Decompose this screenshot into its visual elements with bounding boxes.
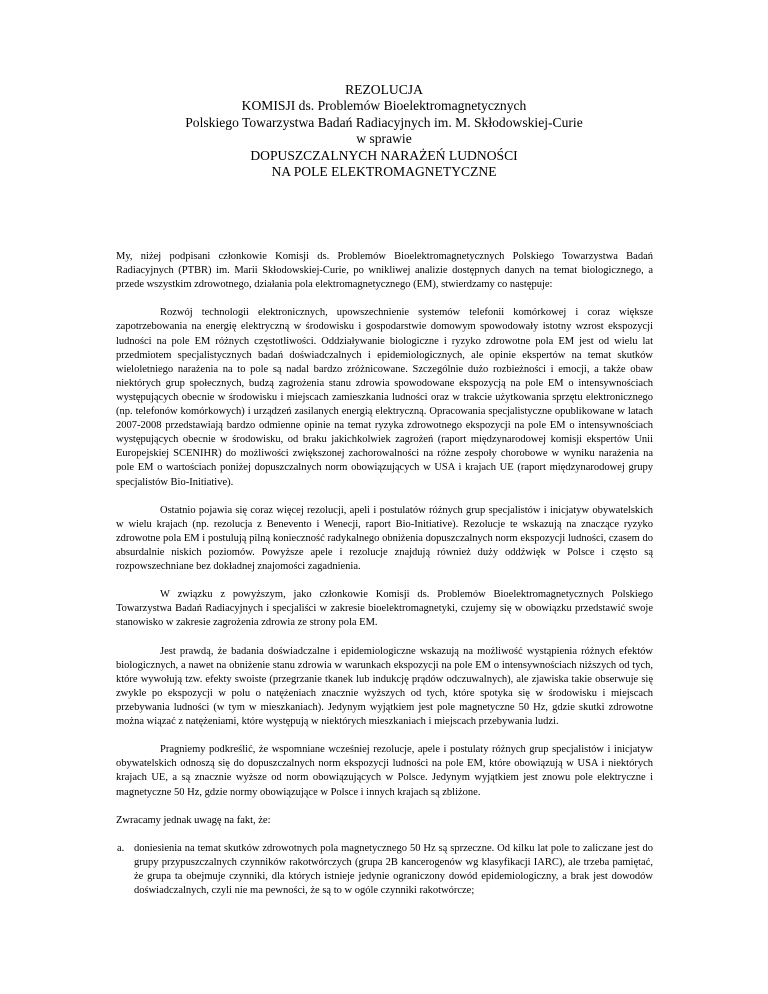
title-line-regarding: w sprawie — [356, 131, 412, 147]
intro-paragraph: My, niżej podpisani członkowie Komisji ds. Problemów Bioelektromagnetycznych Polskiego Towarzystwa Badań Radiacyjnych (PTBR) im. Marii Skłodowskiej-Curie, po wnikliwej analizie dostępnych danych na temat biologicznego, a przede wszystkim zdrowotnego, działania pola elektromagnetycznego (EM), stwierdzamy co następuje: — [116, 251, 653, 291]
list-item-marker: a. — [117, 842, 125, 854]
findings-list — [116, 842, 653, 898]
title-line-commission: KOMISJI ds. Problemów Bioelektromagnetycznych — [241, 98, 527, 114]
title-line-subject-2: NA POLE ELEKTROMAGNETYCZNE — [271, 164, 497, 180]
body-paragraph-5: Pragniemy podkreślić, że wspomniane wcześniej rezolucje, apele i postulaty różnych grup specjalistów i inicjatyw obywatelskich odnoszą się do dopuszczalnych norm ekspozycji ludności na pole EM, które obowiązują w USA i niektórych krajach UE, a są znacznie wyższe od norm obowiązujących w Polsce. Jedynym wyjątkiem jest znowu pole elektryczne i magnetyczne 50 Hz, gdzie normy obowiązujące w Polsce i innych krajach są zbliżone. — [116, 744, 653, 798]
title-line-resolution: REZOLUCJA — [345, 82, 423, 97]
resolution-title-block — [0, 82, 768, 180]
list-item — [116, 842, 653, 898]
resolution-body — [116, 250, 653, 898]
body-paragraph-3: W związku z powyższym, jako członkowie Komisji ds. Problemów Bioelektromagnetycznych Polskiego Towarzystwa Badań Radiacyjnych i specjaliści w zakresie bioelektromagnetyki, czujemy się w obowiązku przedstawić swoje stanowisko w zakresie zagrożenia zdrowia ze strony pola EM. — [116, 589, 653, 629]
body-paragraph-2: Ostatnio pojawia się coraz więcej rezolucji, apeli i postulatów różnych grup specjalistów i inicjatyw obywatelskich w wielu krajach (np. rezolucja z Benevento i Wenecji, raport Bio-Initiative). Rezolucje te wskazują na znaczące ryzyko zdrowotne pola EM i postulują pilną konieczność radykalnego obniżenia dopuszczalnych norm ekspozycji ludności, czasem do absurdalnie niskich poziomów. Powyższe apele i rezolucje znajdują również duży oddźwięk w Polsce i często są rozpowszechniane bez dokładnej znajomości zagadnienia. — [116, 504, 653, 573]
body-paragraph-1: Rozwój technologii elektronicznych, upowszechnienie systemów telefonii komórkowej i coraz większe zapotrzebowania na energię elektryczną w środowisku i gospodarstwie domowym spowodowały istotny wzrost ekspozycji ludności na pole EM różnych częstotliwości. Oddziaływanie biologiczne i ryzyko zdrowotne pola EM jest od wielu lat przedmiotem specjalistycznych badań doświadczalnych i epidemiologicznych, ale opinie ekspertów na temat skutków wieloletniego narażenia na to pole są nadal bardzo zróżnicowane. Szczególnie dużo rozbieżności i emocji, a także obaw niektórych grup społecznych, budzą zagrożenia stanu zdrowia spowodowane ekspozycją na pole EM o intensywnościach występujących obecnie w środowisku i miejscach zamieszkania ludności oraz w trakcie użytkowania sprzętu elektronicznego (np. telefonów komórkowych) i urządzeń zasilanych energią elektryczną. Opracowania specjalistyczne opublikowane w latach 2007-2008 przedstawiają bardzo odmienne opinie na temat ryzyka zdrowotnego ekspozycji na pole EM o intensywnościach występujących obecnie w środowisku, od braku jakichkolwiek zagrożeń (raport międzynarodowej komisji ekspertów Unii Europejskiej SCENIHR) do możliwości zwiększonej zachorowalności na różne zespoły chorobowe w wyniku narażenia na pole EM o wartościach poniżej dopuszczalnych norm obowiązujących w USA i krajach UE (raport międzynarodowej grupy specjalistów Bio-Initiative). — [116, 307, 653, 488]
title-line-society: Polskiego Towarzystwa Badań Radiacyjnych im. M. Skłodowskiej-Curie — [185, 114, 583, 130]
body-paragraph-4: Jest prawdą, że badania doświadczalne i epidemiologiczne wskazują na możliwość wystąpienia różnych efektów biologicznych, a nawet na obniżenie stanu zdrowia w warunkach ekspozycji na pole EM o intensywnościach niższych od tych, które wywołują tzw. efekty swoiste (przegrzanie tkanek lub indukcję prądów odczuwalnych), ale zjawiska takie obserwuje się zwykle po ekspozycji w polu o natężeniach znacznie wyższych od tych, które spotyka się w środowisku i miejscach przebywania ludności (w tym w mieszkaniach). Jedynym wyjątkiem jest pole magnetyczne 50 Hz, gdzie skutki zdrowotne można wiązać z natężeniami, które występują w niektórych mieszkaniach i miejscach przebywania ludzi. — [116, 645, 653, 728]
list-item-text: doniesienia na temat skutków zdrowotnych pola magnetycznego 50 Hz są sprzeczne. Od kilku lat pole to zaliczane jest do grupy przypuszczalnych czynników rakotwórczych (grupa 2B kancerogenów wg klasyfikacji IARC), ale trzeba pamiętać, że grupa ta obejmuje czynniki, dla których istnieje jedynie ograniczony dowód epidemiologiczny, a brak jest dowodów doświadczalnych, czyli nie ma pewności, że są to w ogóle czynniki rakotwórcze; — [134, 842, 653, 897]
list-lead-in: Zwracamy jednak uwagę na fakt, że: — [116, 814, 271, 826]
title-line-subject-1: DOPUSZCZALNYCH NARAŻEŃ LUDNOŚCI — [250, 147, 518, 163]
